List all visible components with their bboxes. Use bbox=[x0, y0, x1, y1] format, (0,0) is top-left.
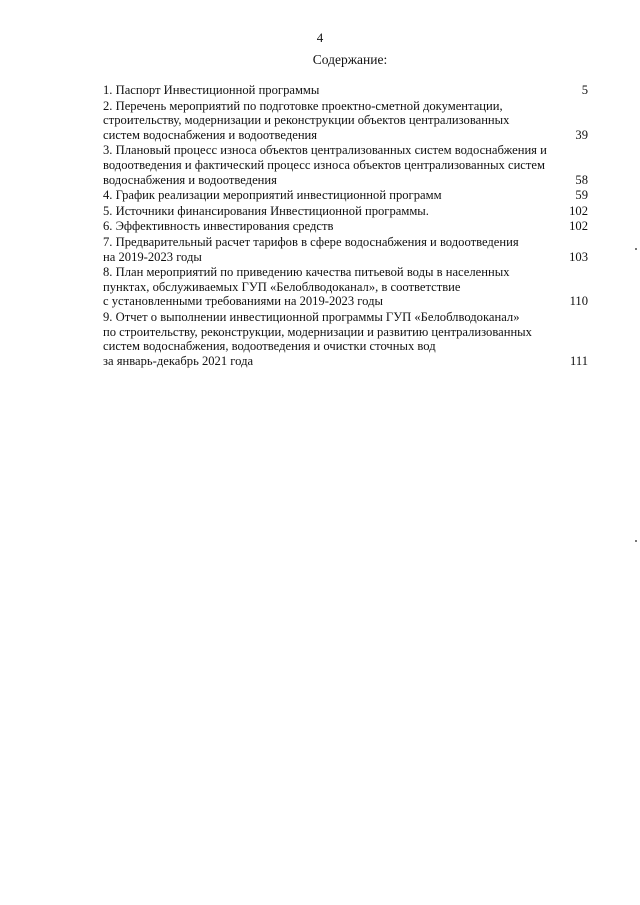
toc-entry[interactable] bbox=[103, 83, 588, 98]
toc-page-number: 102 bbox=[569, 219, 588, 234]
toc-entry-text: 1. Паспорт Инвестиционной программы bbox=[103, 83, 320, 97]
table-of-contents bbox=[103, 83, 588, 368]
toc-entry-text: с установленными требованиями на 2019-2023 годы bbox=[103, 294, 383, 309]
toc-entry-text: водоснабжения и водоотведения bbox=[103, 172, 277, 187]
toc-page-number: 58 bbox=[575, 172, 588, 187]
toc-entry-text: за январь-декабрь 2021 года bbox=[103, 353, 254, 368]
toc-page-number: 102 bbox=[569, 203, 588, 218]
toc-entry-text: водоотведения и фактический процесс износа объектов централизованных систем bbox=[103, 157, 545, 172]
toc-entry-text: систем водоснабжения, водоотведения и очистки сточных вод bbox=[103, 339, 436, 354]
toc-entry[interactable] bbox=[103, 235, 588, 264]
toc-page-number: 59 bbox=[575, 188, 588, 203]
toc-page-number: 110 bbox=[569, 294, 588, 309]
toc-entry-text: строительству, модернизации и реконструкции объектов централизованных bbox=[103, 113, 510, 128]
scan-mark bbox=[635, 248, 637, 250]
toc-entry-text: на 2019-2023 годы bbox=[103, 249, 202, 264]
toc-entry[interactable] bbox=[103, 310, 588, 368]
toc-entry-text: 7. Предварительный расчет тарифов в сфере водоснабжения и водоотведения bbox=[103, 234, 519, 249]
toc-title: Содержание: bbox=[312, 52, 388, 67]
toc-entry[interactable] bbox=[103, 99, 588, 143]
toc-entry-text: 8. План мероприятий по приведению качества питьевой воды в населенных bbox=[103, 265, 510, 280]
page-number: 4 bbox=[316, 30, 324, 45]
toc-page-number: 5 bbox=[581, 83, 588, 97]
toc-entry-text: 4. График реализации мероприятий инвестиционной программ bbox=[103, 188, 442, 203]
toc-page-number: 103 bbox=[569, 249, 588, 264]
toc-entry-text: 2. Перечень мероприятий по подготовке проектно-сметной документации, bbox=[103, 98, 503, 113]
toc-entry[interactable] bbox=[103, 188, 588, 203]
toc-page-number: 39 bbox=[575, 127, 588, 142]
toc-entry-text: 9. Отчет о выполнении инвестиционной программы ГУП «Белоблводоканал» bbox=[103, 309, 520, 324]
toc-entry-text: пунктах, обслуживаемых ГУП «Белоблводоканал», в соответствие bbox=[103, 279, 461, 294]
toc-entry[interactable] bbox=[103, 143, 588, 187]
toc-entry-text: по строительству, реконструкции, модернизации и развитию централизованных bbox=[103, 324, 532, 339]
toc-entry[interactable] bbox=[103, 219, 588, 234]
toc-entry-text: 6. Эффективность инвестирования средств bbox=[103, 219, 334, 234]
toc-entry[interactable] bbox=[103, 204, 588, 219]
toc-entry-text: 3. Плановый процесс износа объектов централизованных систем водоснабжения и bbox=[103, 143, 547, 158]
toc-entry[interactable] bbox=[103, 265, 588, 309]
toc-page-number: 111 bbox=[570, 353, 588, 368]
toc-entry-text: систем водоснабжения и водоотведения bbox=[103, 127, 318, 142]
toc-entry-text: 5. Источники финансирования Инвестиционной программы. bbox=[103, 203, 429, 218]
scan-mark bbox=[635, 540, 637, 542]
